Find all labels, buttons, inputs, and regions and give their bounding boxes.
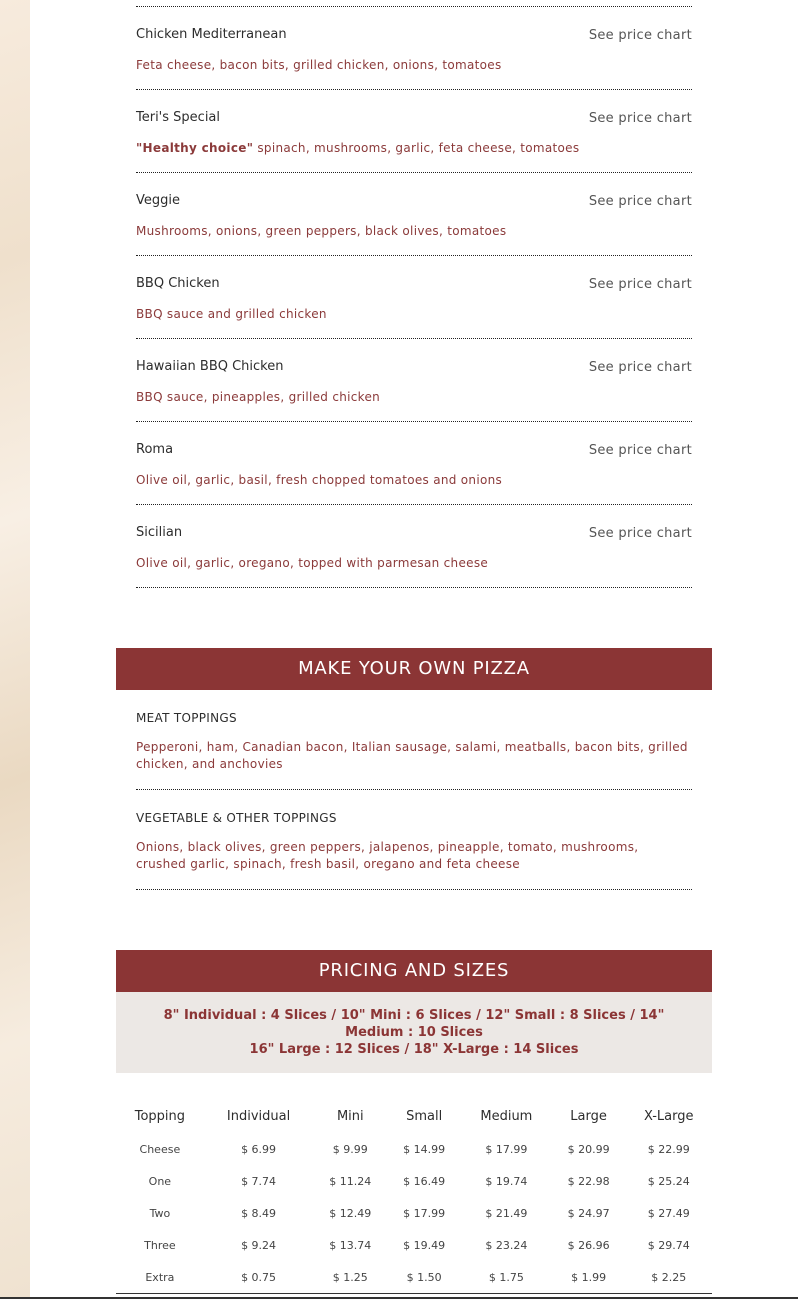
price-cell: $ 6.99 — [241, 1142, 277, 1156]
menu-content — [116, 0, 712, 1284]
price-cell: $ 16.49 — [403, 1174, 446, 1188]
price-cell: $ 2.25 — [651, 1270, 687, 1284]
row-label: Cheese — [139, 1142, 181, 1156]
item-name: BBQ Chicken — [136, 276, 220, 291]
price-cell: $ 8.49 — [241, 1206, 277, 1220]
row-label: Three — [144, 1238, 176, 1252]
toppings-list — [116, 690, 712, 890]
column-header: Mini — [336, 1108, 364, 1124]
topping-group-list: Onions, black olives, green peppers, jalapenos, pineapple, tomato, mushrooms, crushed garlic, spinach, fresh basil, oregano and feta cheese — [136, 840, 639, 871]
item-ingredients: Mushrooms, onions, green peppers, black olives, tomatoes — [136, 224, 507, 238]
price-cell: $ 1.50 — [406, 1270, 442, 1284]
column-header: Small — [406, 1108, 443, 1124]
menu-item — [136, 339, 692, 422]
item-ingredients: Olive oil, garlic, basil, fresh chopped tomatoes and onions — [136, 473, 503, 487]
topping-group — [136, 790, 692, 890]
pricing-section — [116, 950, 712, 1294]
price-cell: $ 19.49 — [403, 1238, 446, 1252]
price-cell: $ 23.24 — [485, 1238, 528, 1252]
item-name: Roma — [136, 442, 174, 457]
price-cell: $ 1.25 — [332, 1270, 368, 1284]
price-cell: $ 21.49 — [485, 1206, 528, 1220]
item-price: See price chart — [588, 443, 692, 458]
price-cell: $ 29.74 — [647, 1238, 690, 1252]
item-name: Teri's Special — [136, 110, 221, 125]
item-description — [136, 307, 327, 321]
sizes-line: 16" Large : 12 Slices / 18" X-Large : 14 Slices — [249, 1042, 579, 1057]
section-heading: MAKE YOUR OWN PIZZA — [116, 648, 712, 690]
item-price: See price chart — [588, 526, 692, 541]
topping-group-name: MEAT TOPPINGS — [136, 711, 237, 725]
section-heading: PRICING AND SIZES — [116, 950, 712, 992]
row-label: One — [148, 1174, 172, 1188]
item-price: See price chart — [588, 194, 692, 209]
pizza-list — [116, 7, 712, 588]
item-name: Hawaiian BBQ Chicken — [136, 359, 284, 374]
table-row — [116, 1229, 712, 1261]
menu-item — [136, 173, 692, 256]
column-header: Medium — [480, 1108, 533, 1124]
item-price: See price chart — [588, 111, 692, 126]
make-your-own-section — [116, 648, 712, 890]
menu-item — [136, 422, 692, 505]
item-description — [136, 58, 502, 72]
item-description — [136, 473, 502, 487]
menu-item — [136, 505, 692, 588]
table-row — [116, 1197, 712, 1229]
item-highlight: "Healthy choice" — [136, 141, 254, 155]
item-name: Veggie — [136, 193, 180, 208]
item-ingredients: spinach, mushrooms, garlic, feta cheese, tomatoes — [253, 141, 580, 155]
price-cell: $ 9.99 — [332, 1142, 368, 1156]
sizes-line: 8" Individual : 4 Slices / 10" Mini : 6 Slices / 12" Small : 8 Slices / 14" Medium : 10 Slices — [163, 1008, 665, 1040]
price-cell: $ 9.24 — [241, 1238, 277, 1252]
item-price: See price chart — [588, 28, 692, 43]
item-ingredients: BBQ sauce and grilled chicken — [136, 307, 327, 321]
item-ingredients: Feta cheese, bacon bits, grilled chicken, onions, tomatoes — [136, 58, 502, 72]
price-cell: $ 24.97 — [567, 1206, 610, 1220]
price-cell: $ 22.99 — [647, 1142, 690, 1156]
item-description — [136, 390, 380, 404]
item-ingredients: Olive oil, garlic, oregano, topped with parmesan cheese — [136, 556, 489, 570]
table-row — [116, 1133, 712, 1165]
price-cell: $ 1.99 — [571, 1270, 607, 1284]
item-name: Chicken Mediterranean — [136, 27, 287, 42]
price-cell: $ 22.98 — [567, 1174, 610, 1188]
price-cell: $ 17.99 — [403, 1206, 446, 1220]
price-cell: $ 26.96 — [567, 1238, 610, 1252]
price-cell: $ 14.99 — [403, 1142, 446, 1156]
item-description — [136, 141, 579, 155]
price-cell: $ 7.74 — [241, 1174, 277, 1188]
menu-item — [136, 7, 692, 90]
menu-item — [136, 90, 692, 173]
sizes-info — [116, 992, 712, 1073]
topping-group-list: Pepperoni, ham, Canadian bacon, Italian sausage, salami, meatballs, bacon bits, grilled chicken, and anchovies — [136, 740, 688, 771]
price-cell: $ 19.74 — [485, 1174, 528, 1188]
table-header-row — [116, 1099, 712, 1133]
item-ingredients: BBQ sauce, pineapples, grilled chicken — [136, 390, 381, 404]
table-row — [116, 1261, 712, 1294]
price-cell: $ 0.75 — [241, 1270, 277, 1284]
topping-group — [136, 690, 692, 790]
item-price: See price chart — [588, 360, 692, 375]
column-header: Topping — [134, 1108, 186, 1124]
row-label: Two — [149, 1206, 171, 1220]
price-cell: $ 17.99 — [485, 1142, 528, 1156]
price-table — [116, 1099, 712, 1294]
price-cell: $ 25.24 — [647, 1174, 690, 1188]
item-price: See price chart — [588, 277, 692, 292]
price-cell: $ 27.49 — [647, 1206, 690, 1220]
item-name: Sicilian — [136, 525, 183, 540]
topping-group-name: VEGETABLE & OTHER TOPPINGS — [136, 811, 337, 825]
price-cell: $ 13.74 — [329, 1238, 372, 1252]
row-label: Extra — [145, 1270, 175, 1284]
decorative-background — [0, 0, 30, 1299]
price-cell: $ 1.75 — [488, 1270, 524, 1284]
column-header: Individual — [226, 1108, 291, 1124]
price-cell: $ 12.49 — [329, 1206, 372, 1220]
price-cell: $ 11.24 — [329, 1174, 372, 1188]
item-description — [136, 224, 506, 238]
price-cell: $ 20.99 — [567, 1142, 610, 1156]
column-header: Large — [570, 1108, 607, 1124]
menu-item — [136, 256, 692, 339]
item-description — [136, 556, 488, 570]
table-row — [116, 1165, 712, 1197]
column-header: X-Large — [643, 1108, 694, 1124]
